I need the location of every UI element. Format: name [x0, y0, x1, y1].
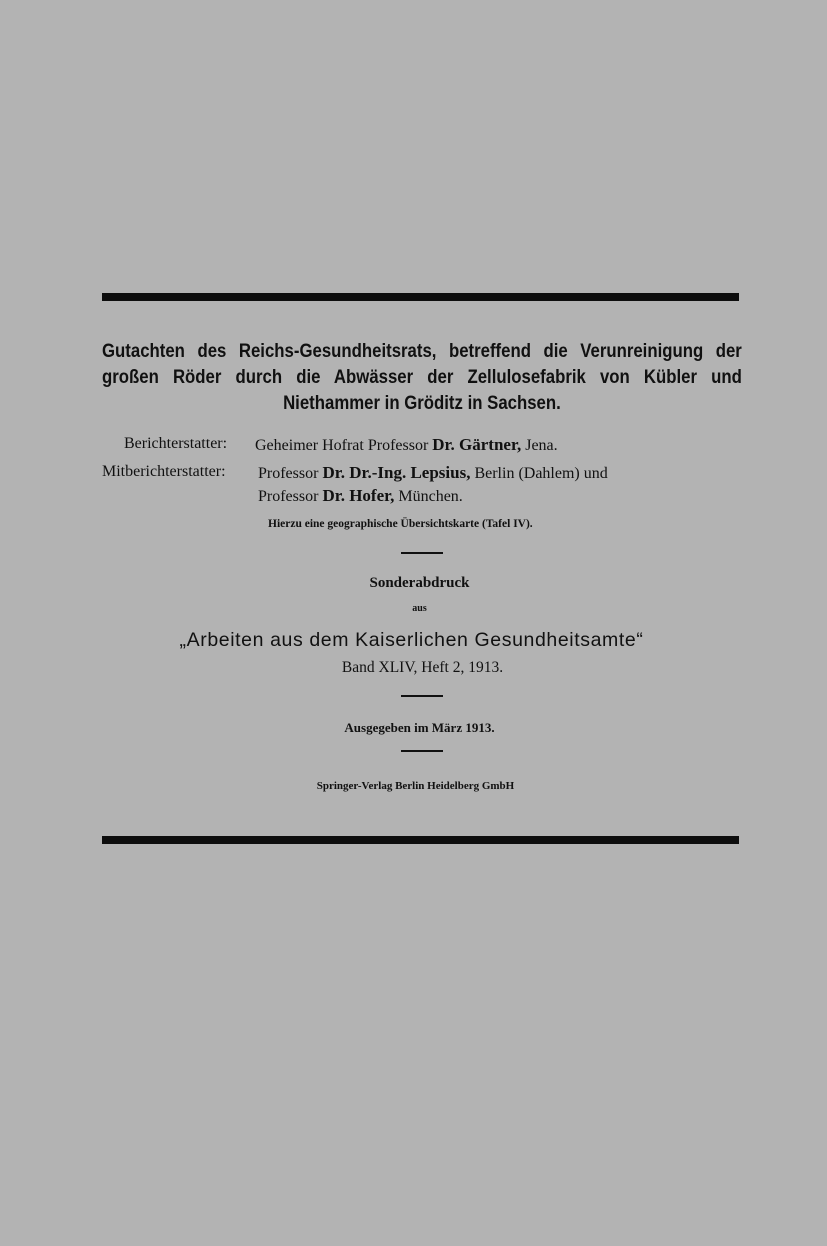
coreporter2-prefix: Professor — [258, 488, 319, 505]
coreporter-label: Mitberichterstatter: — [102, 463, 226, 480]
reporter-place: Jena. — [525, 437, 558, 454]
document-title — [102, 338, 742, 416]
coreporter1-place: Berlin (Dahlem) und — [474, 465, 608, 482]
coreporter2-place: München. — [398, 488, 463, 505]
journal-volume: Band XLIV, Heft 2, 1913. — [341, 659, 504, 676]
coreporter2-name: Dr. Hofer, — [322, 486, 395, 505]
reporter-prefix: Geheimer Hofrat Professor — [255, 437, 429, 454]
reporter-label: Berichterstatter: — [124, 435, 228, 452]
map-note: Hierzu eine geographische Übersichtskarte (Tafel IV). — [268, 518, 533, 530]
top-rule — [102, 293, 739, 301]
divider-2 — [401, 695, 443, 697]
divider-1 — [401, 552, 443, 554]
issue-date: Ausgegeben im März 1913. — [344, 720, 495, 735]
coreporter1-name: Dr. Dr.-Ing. Lepsius, — [322, 463, 471, 482]
journal-title: „Arbeiten aus dem Kaiserlichen Gesundheitsamte“ — [179, 629, 644, 651]
publisher: Springer-Verlag Berlin Heidelberg GmbH — [316, 780, 515, 792]
bottom-rule — [102, 836, 739, 844]
coreporter-line-2 — [258, 486, 463, 506]
coreporter-line-1 — [258, 463, 608, 483]
reporter-name: Dr. Gärtner, — [432, 435, 522, 454]
title-line-2: großen Röder durch die Abwässer der Zellulosefabrik von Kübler und — [102, 366, 742, 388]
offprint-from: aus — [412, 603, 427, 614]
divider-3 — [401, 750, 443, 752]
coreporter1-prefix: Professor — [258, 465, 319, 482]
reporter-line — [255, 435, 558, 455]
title-line-1: Gutachten des Reichs-Gesundheitsrats, betreffend die Verunreinigung der — [102, 340, 742, 362]
offprint-label: Sonderabdruck — [369, 575, 470, 591]
title-line-3: Niethammer in Gröditz in Sachsen. — [283, 392, 561, 414]
